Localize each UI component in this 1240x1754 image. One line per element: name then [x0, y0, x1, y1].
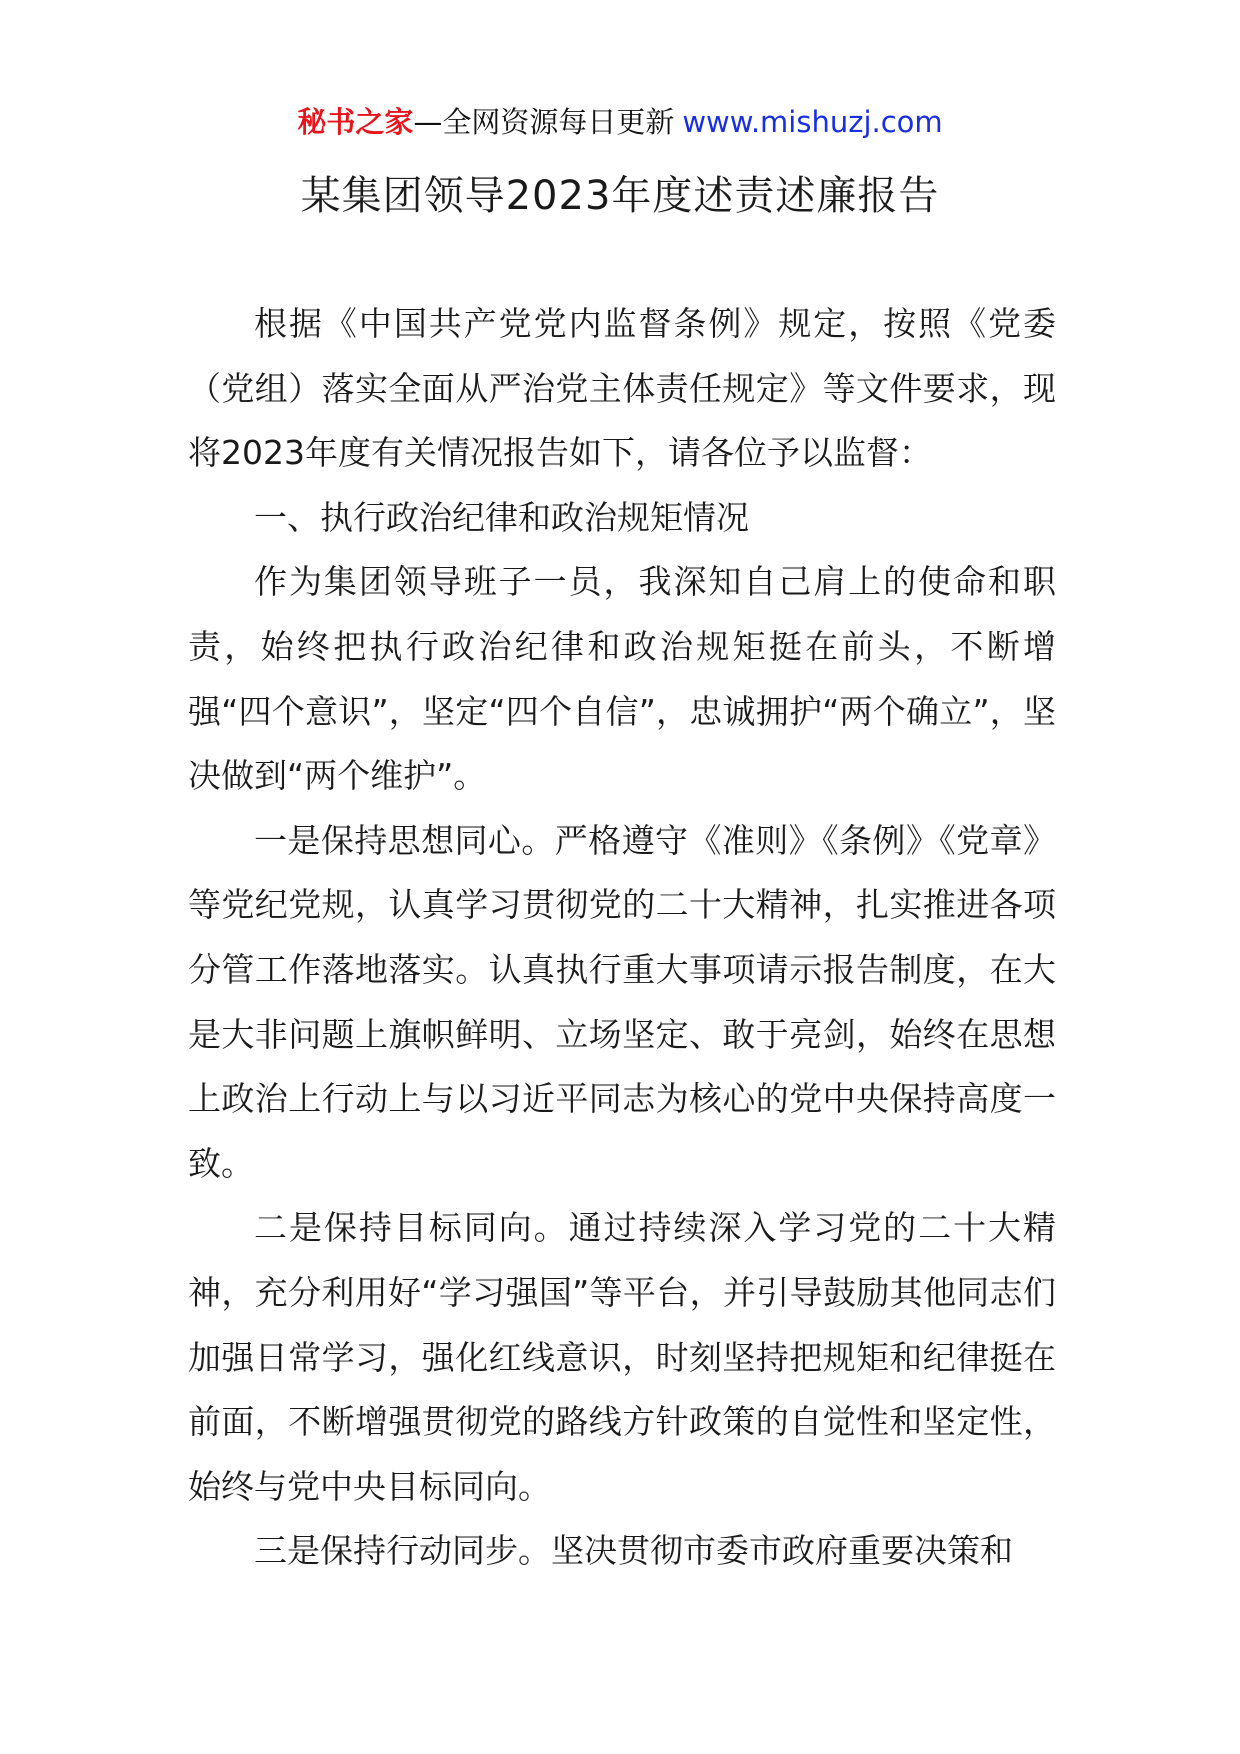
site-url-link[interactable]: www.mishuzj.com: [682, 105, 943, 139]
body-paragraph: 一是保持思想同心。严格遵守《准则》《条例》《党章》等党纪党规，认真学习贯彻党的二十大精神，扎实推进各项分管工作落地落实。认真执行重大事项请示报告制度，在大是大非问题上旗帜鲜明、立场坚定、敢于亮剑，始终在思想上政治上行动上与以习近平同志为核心的党中央保持高度一致。: [188, 820, 1056, 1183]
brand-name: 秘书之家: [297, 105, 414, 139]
brand-slogan: —全网资源每日更新: [413, 105, 675, 139]
body-paragraph: 三是保持行动同步。坚决贯彻市委市政府重要决策和: [254, 1531, 1013, 1571]
document-body: [188, 292, 1056, 1584]
body-paragraph: 作为集团领导班子一员，我深知自己肩上的使命和职责，始终把执行政治纪律和政治规矩挺在前头，不断增强“四个意识”，坚定“四个自信”，忠诚拥护“两个确立”，坚决做到“两个维护”。: [188, 562, 1056, 796]
document-title: 某集团领导2023年度述责述廉报告: [300, 173, 940, 219]
body-paragraph: 二是保持目标同向。通过持续深入学习党的二十大精神，充分利用好“学习强国”等平台，并引导鼓励其他同志们加强日常学习，强化红线意识，时刻坚持把规矩和纪律挺在前面，不断增强贯彻党的路线方针政策的自觉性和坚定性，始终与党中央目标同向。: [188, 1208, 1056, 1506]
header-watermark: [0, 102, 1240, 142]
section-heading: 一、执行政治纪律和政治规矩情况: [254, 497, 749, 537]
intro-paragraph: 根据《中国共产党党内监督条例》规定，按照《党委（党组）落实全面从严治党主体责任规定》等文件要求，现将2023年度有关情况报告如下，请各位予以监督：: [188, 304, 1056, 473]
